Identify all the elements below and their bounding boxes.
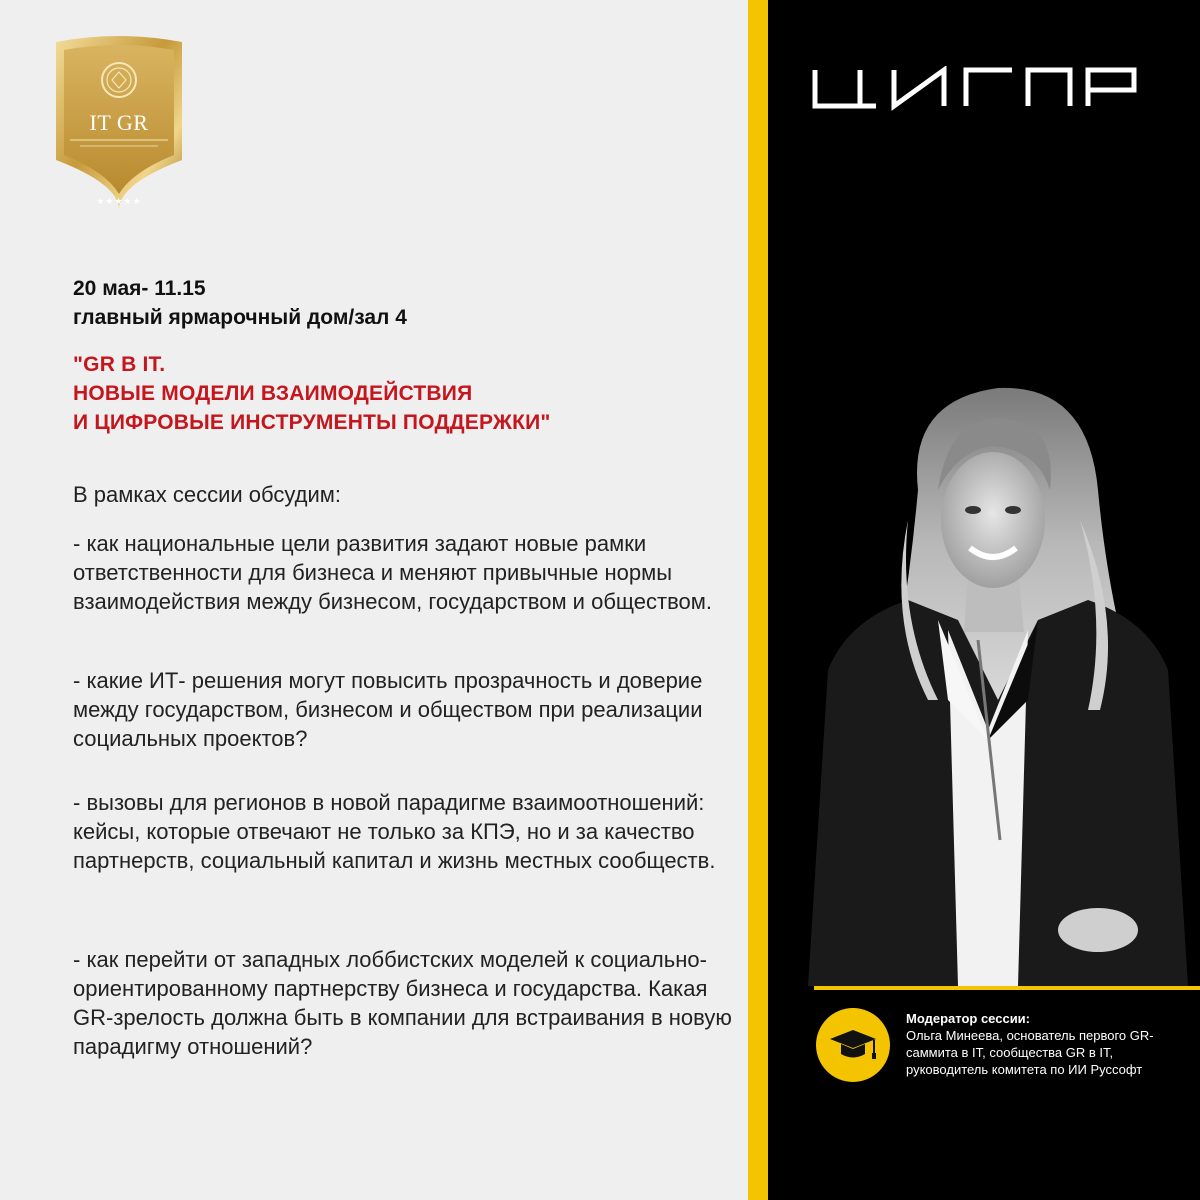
it-gr-badge: [52, 34, 186, 212]
topic-item: - вызовы для регионов в новой парадигме взаимоотношений: кейсы, которые отвечают не только за КПЭ, но и за качество партнерств, социальный капитал и жизнь местных сообществ.: [73, 790, 716, 873]
session-title: [73, 350, 733, 437]
event-venue: главный ярмарочный дом/зал 4: [73, 306, 407, 329]
moderator-divider: [814, 986, 1200, 990]
topic-item: - какие ИТ- решения могут повысить прозрачность и доверие между государством, бизнесом и обществом при реализации социальных проектов?: [73, 668, 703, 751]
moderator-photo: [788, 370, 1200, 986]
topic-item: - как национальные цели развития задают новые рамки ответственности для бизнеса и меняют привычные нормы взаимодействия между бизнесом, государством и обществом.: [73, 531, 712, 614]
session-title-line: НОВЫЕ МОДЕЛИ ВЗАИМОДЕЙСТВИЯ: [73, 382, 473, 405]
session-title-line: И ЦИФРОВЫЕ ИНСТРУМЕНТЫ ПОДДЕРЖКИ": [73, 411, 551, 434]
moderator-badge: [816, 1008, 890, 1082]
moderator-description: Ольга Минеева, основатель первого GR-саммита в IT, сообщества GR в IT, руководитель комитета по ИИ Руссофт: [906, 1028, 1154, 1077]
event-info: [73, 274, 713, 332]
session-intro: В рамках сессии обсудим:: [73, 482, 341, 507]
accent-bar: [748, 0, 768, 1200]
moderator-label: Модератор сессии:: [906, 1011, 1031, 1026]
right-panel: [768, 0, 1200, 1200]
topic-item: - как перейти от западных лоббистских моделей к социально-ориентированному партнерству бизнеса и государства. Какая GR-зрелость должна быть в компании для встраивания в новую парадигму отношений?: [73, 947, 732, 1059]
cipr-logo: [812, 66, 1138, 112]
event-date-time: 20 мая- 11.15: [73, 277, 206, 300]
session-title-line: "GR В IT.: [73, 353, 166, 376]
graduation-cap-icon: [816, 1008, 890, 1082]
badge-stars: ★★★★★: [96, 196, 142, 206]
badge-label: IT GR: [89, 110, 149, 135]
